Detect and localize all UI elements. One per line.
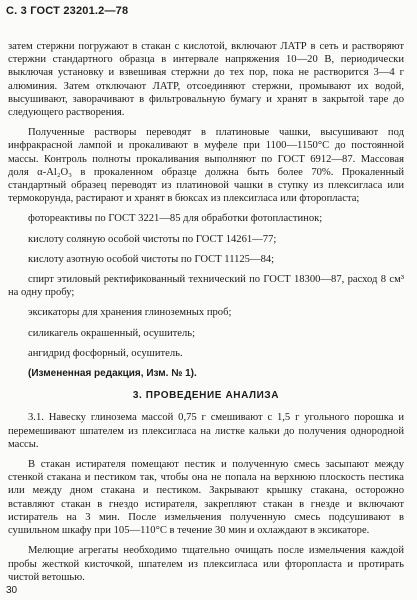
list-item-ethyl-alcohol: спирт этиловый ректификованный технический по ГОСТ 18300—87, расход 8 см³ на одну пробу; (8, 274, 404, 299)
paragraph-cleaning: Мелющие агрегаты необходимо тщательно очищать после измельчения каждой пробы жесткой кисточкой, шпателем из плексигласа или фторопласта и протирать чистой ветошью. (8, 545, 404, 583)
page-number: 30 (6, 585, 18, 596)
paragraph-grinder: В стакан истирателя помещают пестик и полученную смесь засыпают между стенкой стакана и пестиком так, чтобы она не попала на верхнюю плоскость пестика или между дном стакана и пестиком. Закрывают крышку стакана, осторожно вставляют стакан в гнездо истирателя, закрепляют стакан в гнезде и включают истиратель на 3 мин. После измельчения полученную смесь подсушивают в сушильном шкафу при 105—110°С в течение 30 мин и охлаждают в эксикаторе. (8, 459, 404, 537)
paragraph-solutions: Полученные растворы переводят в платиновые чашки, высушивают под инфракрасной лампой и прокаливают в муфеле при 1100—1150°С до постоянной массы. Контроль полноты прокаливания выполняют по ГОСТ 6912—87. Массовая доля α-Al₂O₃ в прокаленном образце должна быть более 70%. Прокаленный стандартный образец переводят из платиновой чашки в ступку из плексигласа или термокорунда, растирают и хранят в бюксах из плексигласа или фторопласта; (8, 127, 404, 205)
list-item-hydrochloric-acid: кислоту соляную особой чистоты по ГОСТ 14261—77; (28, 233, 277, 245)
amendment-note: (Измененная редакция, Изм. № 1). (28, 368, 197, 380)
section-title: 3. ПРОВЕДЕНИЕ АНАЛИЗА (132, 390, 280, 402)
document-body (8, 40, 404, 584)
list-item-desiccators: эксикаторы для хранения глиноземных проб; (28, 307, 232, 319)
list-item-photoreagents: фотореактивы по ГОСТ 3221—85 для обработки фотопластинок; (28, 213, 323, 225)
paragraph-latr: затем стержни погружают в стакан с кислотой, включают ЛАТР в сеть и растворяют стержни стандартного образца в интервале напряжения 10—20 В, периодически выключая установку и взвешивая стержни до тех пор, пока не растворится 3—4 г алюминия. Затем отключают ЛАТР, отсоединяют стержни, промывают их водой, высушивают, заворачивают в фильтровальную бумагу и хранят в закрытой таре до следующего растворения. (8, 41, 404, 119)
paragraph-3-1: 3.1. Навеску глинозема массой 0,75 г смешивают с 1,5 г угольного порошка и перемешивают шпателем из плексигласа на листке кальки до получения однородной массы. (8, 412, 404, 450)
page-header: С. 3 ГОСТ 23201.2—78 (6, 5, 129, 17)
list-item-phosphoric-anhydride: ангидрид фосфорный, осушитель. (28, 347, 183, 359)
list-item-nitric-acid: кислоту азотную особой чистоты по ГОСТ 11125—84; (28, 253, 275, 265)
list-item-silica-gel: силикагель окрашенный, осушитель; (28, 327, 196, 339)
